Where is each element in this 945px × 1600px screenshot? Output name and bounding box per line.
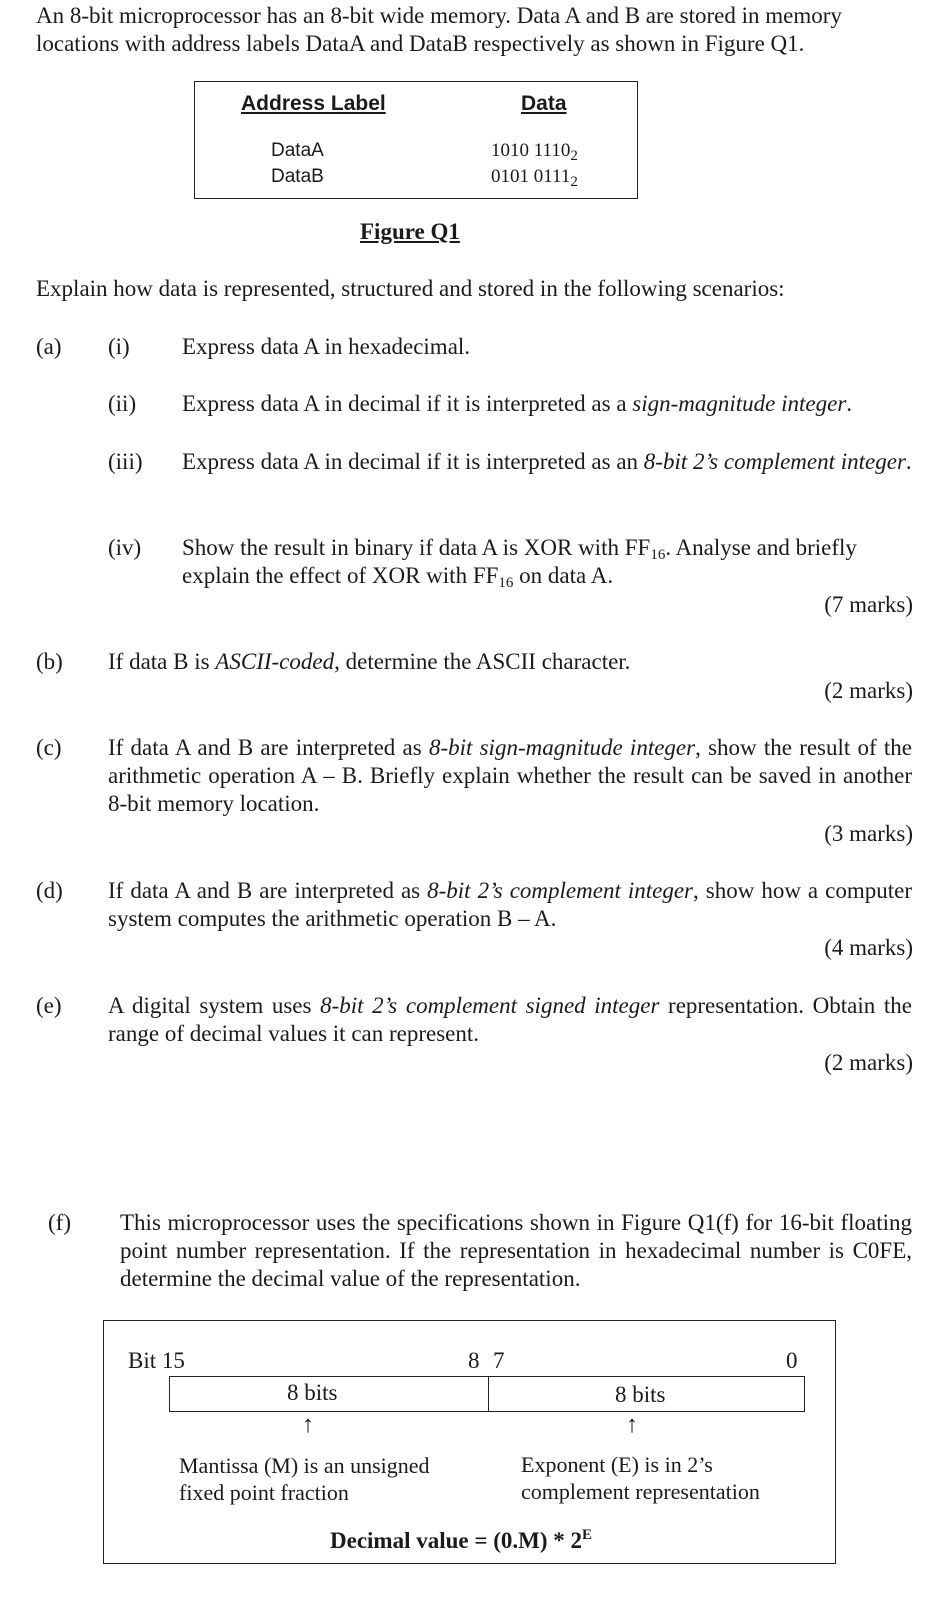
- intro-line-1: An 8-bit microprocessor has an 8-bit wide memory. Data A and B are stored in memory: [36, 3, 842, 28]
- part-d-text: If data A and B are interpreted as 8-bit 2’s complement integer, show how a computer system computes the arithmetic operation B – A.: [108, 878, 912, 931]
- decimal-value-formula: Decimal value = $(0.M) * 2^E$: [330, 1527, 593, 1553]
- figure-q1-table: [194, 81, 638, 199]
- row-label-datab: DataB: [271, 166, 324, 187]
- figure-q1f-diagram: [103, 1320, 836, 1564]
- part-a-iv-num: (iv): [108, 535, 142, 560]
- part-b-marks: (2 marks): [824, 678, 913, 703]
- part-f-label: (f): [48, 1210, 71, 1235]
- part-d-marks: (4 marks): [824, 935, 913, 960]
- part-a-iii-num: (iii): [108, 449, 143, 474]
- row-value-dataa: 1010 $1110_2$: [491, 140, 578, 164]
- part-e-text: A digital system uses 8-bit 2’s complement signed integer representation. Obtain the range of decimal values it can represent.: [108, 993, 912, 1046]
- part-b-text: If data B is ASCII-coded, determine the ASCII character.: [108, 649, 631, 674]
- part-c-marks: (3 marks): [824, 821, 913, 846]
- part-a-iii-text: Express data A in decimal if it is interpreted as an 8-bit 2’s complement integer.: [182, 449, 912, 474]
- instruction-text: Explain how data is represented, structured and stored in the following scenarios:: [36, 276, 785, 301]
- exponent-field: 8 bits: [615, 1382, 666, 1407]
- row-value-datab: 0101 $0111_2$: [491, 166, 578, 190]
- intro-paragraph: [36, 2, 916, 58]
- part-a-label: (a): [36, 334, 62, 359]
- bit-7-label: 7: [493, 1348, 505, 1373]
- part-b-label: (b): [36, 649, 63, 674]
- mantissa-arrow-icon: ↑: [302, 1412, 314, 1438]
- bit-15-label: Bit 15: [128, 1348, 185, 1373]
- bit-8-label: 8: [468, 1348, 480, 1373]
- part-e-label: (e): [36, 993, 62, 1018]
- part-a-ii-text: Express data A in decimal if it is interpreted as a sign-magnitude integer.: [182, 391, 853, 416]
- part-c-text: If data A and B are interpreted as 8-bit sign-magnitude integer, show the result of the arithmetic operation A – B. Briefly explain whether the result can be saved in another 8-bit memory location.: [108, 735, 913, 816]
- mantissa-field: 8 bits: [287, 1380, 338, 1405]
- part-a-marks: (7 marks): [824, 592, 913, 617]
- row-label-dataa: DataA: [271, 140, 324, 161]
- header-address-label: Address Label: [241, 92, 386, 115]
- figure-q1-caption: Figure Q1: [360, 219, 460, 244]
- register-divider: [488, 1377, 489, 1411]
- intro-line-2: locations with address labels DataA and DataB respectively as shown in Figure Q1.: [36, 31, 805, 56]
- exponent-arrow-icon: ↑: [626, 1412, 638, 1438]
- header-data: Data: [521, 92, 567, 115]
- mantissa-description: Mantissa (M) is an unsigned fixed point fraction: [179, 1453, 430, 1505]
- register-16-bit: [169, 1376, 805, 1412]
- bit-0-label: 0: [786, 1348, 798, 1373]
- part-e-marks: (2 marks): [824, 1050, 913, 1075]
- part-a-i-num: (i): [108, 334, 130, 359]
- part-d-label: (d): [36, 878, 63, 903]
- part-f-text: This microprocessor uses the specifications shown in Figure Q1(f) for 16-bit floating point number representation. If the representation in hexadecimal number is C0FE, determine the decimal value of the representation.: [120, 1210, 912, 1291]
- part-a-i-text: Express data A in hexadecimal.: [182, 334, 471, 359]
- part-a-iv-text: Show the result in binary if data A is XOR with $FF_{16}$. Analyse and briefly explain the effect of XOR with $FF_{16}$ on data A.: [182, 535, 857, 591]
- part-a-ii-num: (ii): [108, 391, 137, 416]
- part-c-label: (c): [36, 735, 62, 760]
- exponent-description: Exponent (E) is in 2’s complement representation: [521, 1452, 760, 1504]
